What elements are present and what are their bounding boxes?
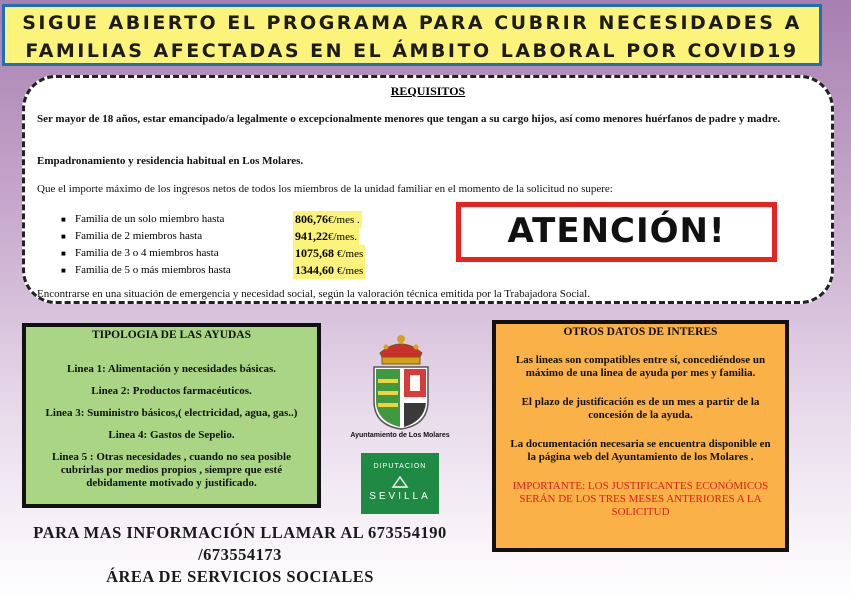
other-info-deadline: El plazo de justificación es de un mes a partir de la concesión de la ayuda. [521, 396, 760, 421]
other-info-important: IMPORTANTE: LOS JUSTIFICANTES ECONÓMICOS SERÁN DE LOS TRES MESES ANTERIORES A LA SOLICITUD [512, 480, 769, 518]
requirement-income: Que el importe máximo de los ingresos netos de todos los miembros de la unidad familiar en el momento de la solicitud no supere: [37, 183, 613, 195]
bullet-icon: ■ [61, 249, 66, 258]
aid-line-3: Linea 3: Suministro básicos,( electricidad, agua, gas..) [45, 407, 298, 419]
income-item [61, 245, 365, 262]
contact-department: ÁREA DE SERVICIOS SOCIALES [106, 567, 374, 586]
bullet-icon: ■ [61, 232, 66, 241]
income-amount: 1075,68 €/mes [295, 246, 364, 260]
other-info-documentation: La documentación necesaria se encuentra disponible en la página web del Ayuntamiento de los Molares . [510, 438, 771, 463]
contact-phone-alt: /673554173 [198, 545, 282, 564]
requirements-title: REQUISITOS [390, 84, 466, 98]
attention-banner: ATENCIÓN! [456, 202, 777, 262]
diputacion-emblem-icon [391, 475, 409, 489]
other-info-compatibility: Las lineas son compatibles entre sí, concediéndose un máximo de una linea de ayuda por mes y familia. [515, 354, 766, 379]
aid-line-1: Linea 1: Alimentación y necesidades básicas. [66, 363, 276, 375]
income-label: Familia de 2 miembros hasta [75, 230, 203, 242]
income-label: Familia de un solo miembro hasta [75, 213, 225, 225]
requirements-box [22, 75, 834, 304]
other-info-box [492, 320, 789, 552]
title-banner [2, 4, 822, 66]
diputacion-label: DIPUTACION [373, 463, 427, 470]
municipal-crest-icon [366, 331, 436, 431]
ayuntamiento-caption: Ayuntamiento de Los Molares [350, 432, 450, 439]
banner-line-2: FAMILIAS AFECTADAS EN EL ÁMBITO LABORAL POR COVID19 [25, 40, 799, 62]
income-amount: 806,76€/mes . [295, 212, 360, 226]
banner-line-1: SIGUE ABIERTO EL PROGRAMA PARA CUBRIR NECESIDADES A [22, 12, 802, 34]
income-amount: 941,22€/mes. [295, 229, 358, 243]
income-list [61, 211, 365, 279]
income-item [61, 228, 365, 245]
aid-types-box [22, 323, 321, 508]
contact-block [0, 522, 480, 588]
diputacion-logo [361, 453, 439, 514]
income-amount: 1344,60 €/mes [295, 263, 364, 277]
requirement-age: Ser mayor de 18 años, estar emancipado/a legalmente o excepcionalmente menores que tengan a su cargo hijos, así como menores huérfanos de padre y madre. [37, 113, 781, 125]
income-item [61, 211, 365, 228]
income-item [61, 262, 365, 279]
aid-line-2: Linea 2: Productos farmacéuticos. [91, 385, 252, 397]
contact-phone: PARA MAS INFORMACIÓN LLAMAR AL 673554190 [33, 523, 447, 542]
income-label: Familia de 3 o 4 miembros hasta [75, 247, 219, 259]
bullet-icon: ■ [61, 266, 66, 275]
bullet-icon: ■ [61, 215, 66, 224]
income-label: Familia de 5 o más miembros hasta [75, 264, 231, 276]
requirement-emergency: Encontrarse en una situación de emergencia y necesidad social, según la valoración técnica emitida por la Trabajadora Social. [37, 288, 590, 300]
aid-types-title: TIPOLOGIA DE LAS AYUDAS [91, 329, 252, 341]
other-info-title: OTROS DATOS DE INTERES [563, 326, 718, 338]
aid-line-4: Linea 4: Gastos de Sepelio. [108, 429, 235, 441]
requirement-residence: Empadronamiento y residencia habitual en Los Molares. [37, 155, 304, 167]
diputacion-city: SEVILLA [369, 491, 431, 502]
aid-line-5: Linea 5 : Otras necesidades , cuando no sea posible cubrirlas por medios propios , siempre que esté debidamente motivado y justificado. [52, 451, 291, 489]
